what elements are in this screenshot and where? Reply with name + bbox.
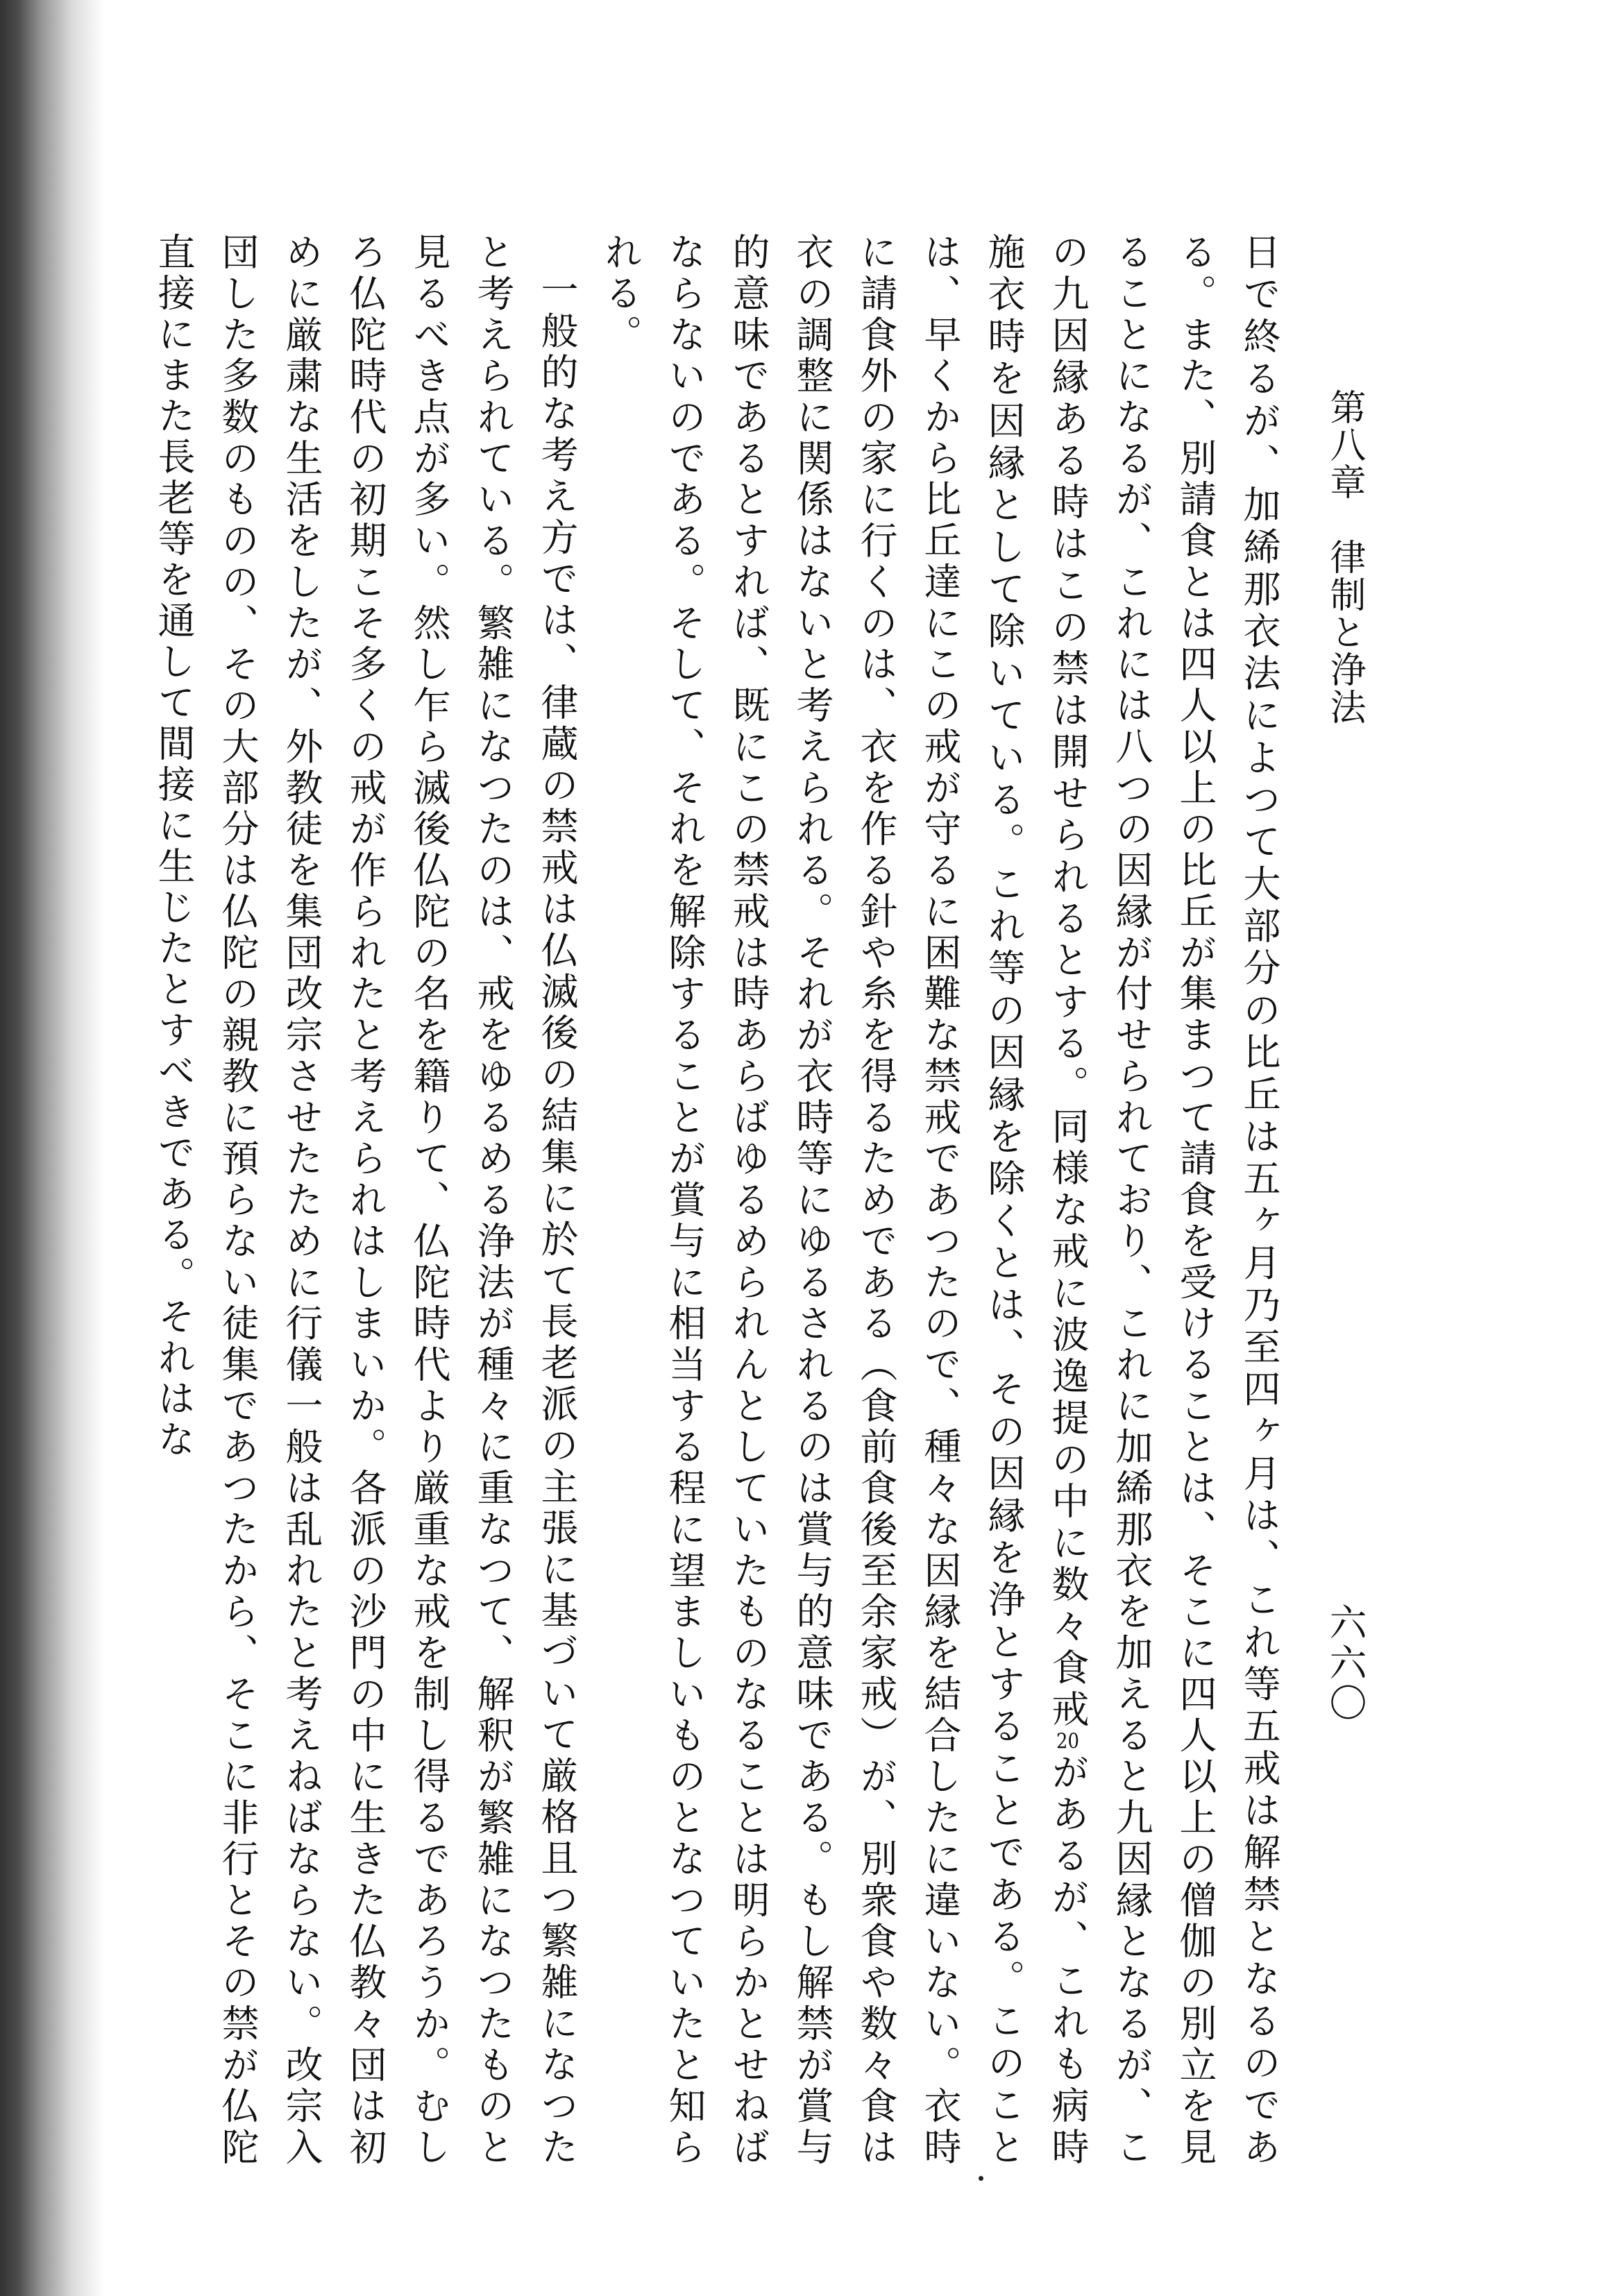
running-head: 第八章 律制と浄法 (1323, 389, 1365, 726)
scan-speck (979, 2176, 983, 2181)
paragraph-1-text-a: 日で終るが、加絺那衣法によつて大部分の比丘は五ヶ月乃至四ヶ月は、これ等五戒は解禁となるのである。また、別請食とは四人以上の比丘が集まつて請食を受けることは、そこに四人以上の僧伽の別立を見ることになるが、これには八つの因縁が付せられており、これに加絺那衣を加えると九因縁となるが、この九因縁ある時はこの禁は開せられるとする。同様な戒に波逸提の中に数々食戒 (1046, 232, 1281, 2168)
paragraph-2: 一般的な考え方では、律蔵の禁戒は仏滅後の結集に於て長老派の主張に基づいて厳格且つ繁雑になつたと考えられている。繁雑になつたのは、戒をゆるめる浄法が種々に重なつて、解釈が繁雑になつたものと見るべき点が多い。然し乍ら滅後仏陀の名を籍りて、仏陀時代より厳重な戒を制し得るであろうか。むしろ仏陀時代の初期こそ多くの戒が作られたと考えられはしまいか。各派の沙門の中に生きた仏教々団は初めに厳粛な生活をしたが、外教徒を集団改宗させたために行儀一般は乱れたと考えねばならない。改宗入団した多数のものの、その大部分は仏陀の親教に預らない徒集であつたから、そこに非行とその禁が仏陀直接にまた長老等を通して間接に生じたとすべきである。それはな (152, 232, 579, 2169)
paragraph-1 (589, 232, 1291, 2168)
footnote-ref: 20 (1056, 1731, 1079, 1752)
scan-edge-shadow (0, 0, 104, 2296)
page-number: 六六〇 (1323, 1603, 1367, 1724)
body-text (152, 232, 1291, 2169)
paragraph-1-text-b: があるが、これも病時施衣時を因縁として除いている。これ等の因縁を除くとは、その因縁を浄とすることである。このことは、早くから比丘達にこの戒が守るに困難な禁戒であつたので、種々な因縁を結合したに違いない。衣時に請食外の家に行くのは、衣を作る針や糸を得るためである（食前食後至余家戒）が、別衆食や数々食は衣の調整に関係はないと考えられる。それが衣時等にゆるされるのは賞与的意味である。もし解禁が賞与的意味であるとすれば、既にこの禁戒は時あらばゆるめられんとしていたものなることは明らかとせねばならないのである。そして、それを解除することが賞与に相当する程に望ましいものとなつていたと知られる。 (599, 232, 1090, 2168)
